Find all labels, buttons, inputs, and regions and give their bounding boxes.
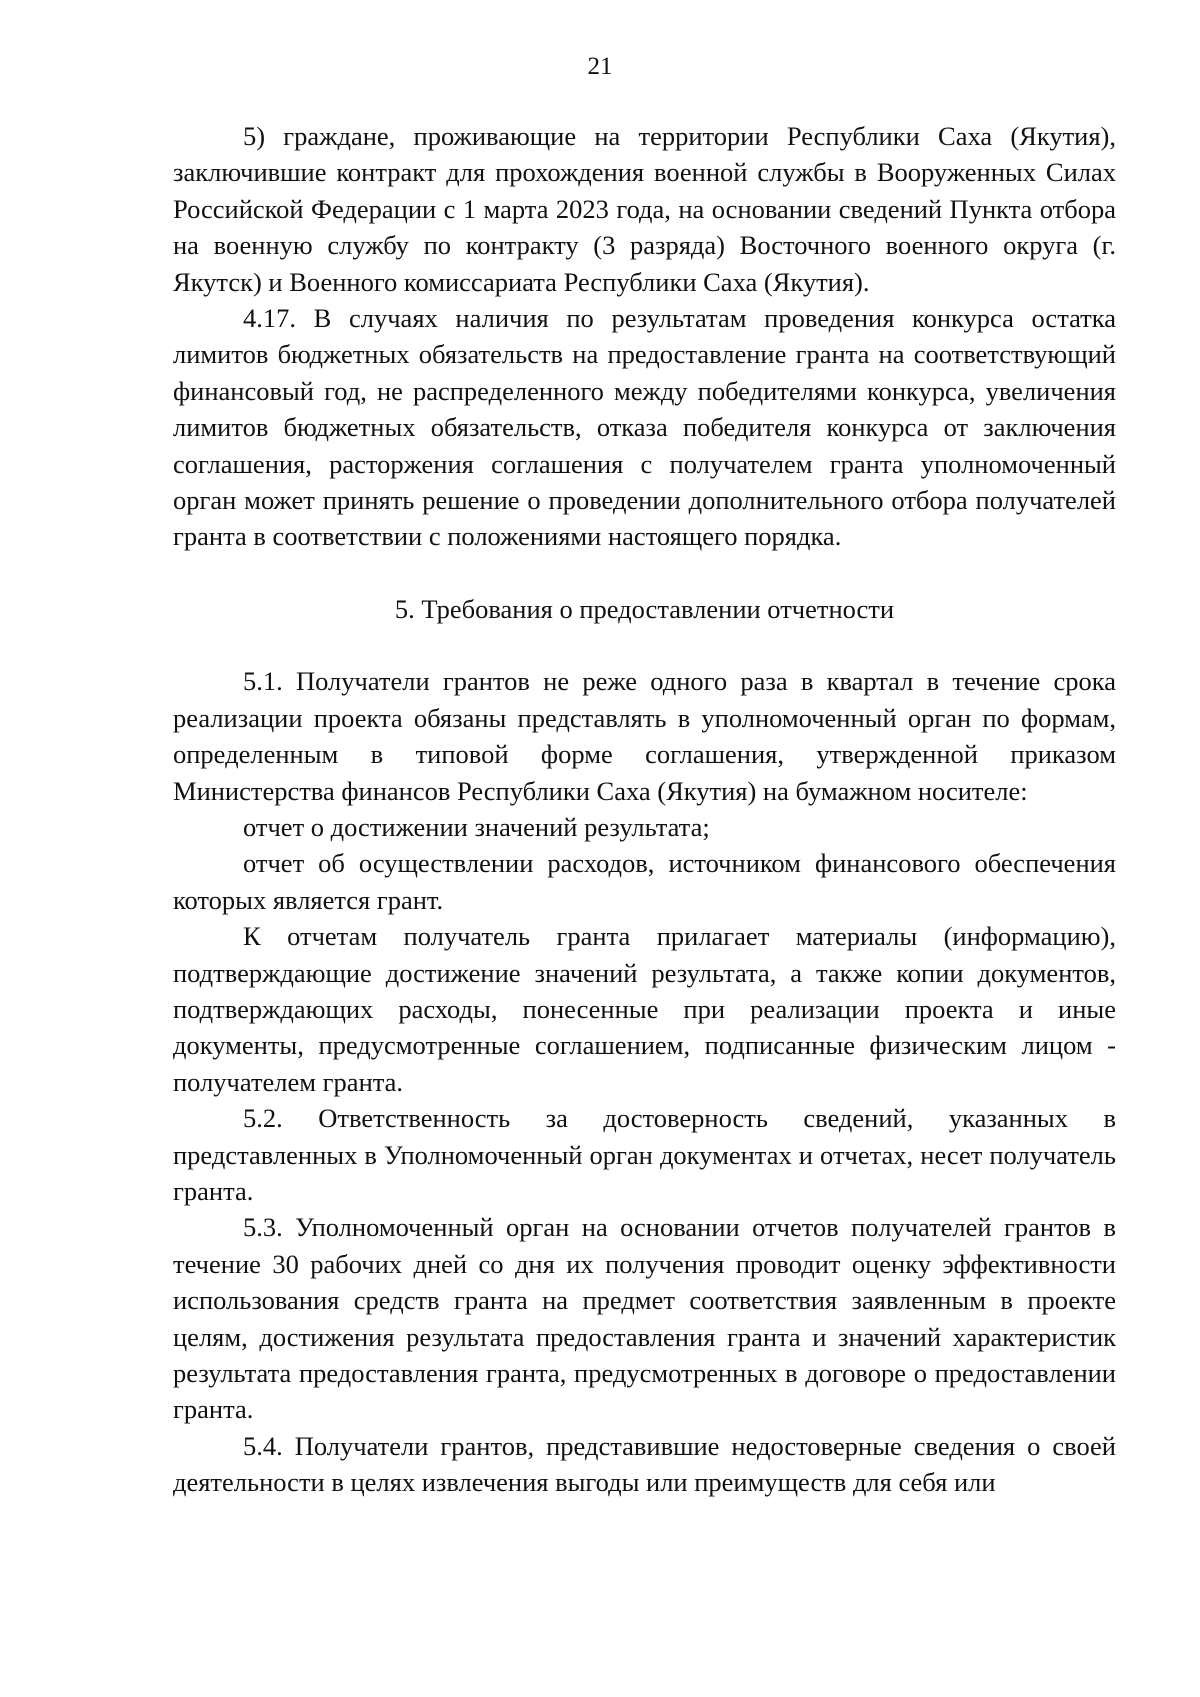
paragraph-5-4: 5.4. Получатели грантов, представившие недостоверные сведения о своей деятельности в целях извлечения выгоды или преимуществ для себя или	[173, 1430, 1116, 1498]
page-number: 21	[587, 53, 613, 80]
paragraph-item-5: 5) граждане, проживающие на территории Республики Саха (Якутия), заключившие контракт для прохождения военной службы в Вооруженных Силах Российской Федерации с 1 марта 2023 года, на основании сведений Пункта отбора на военную службу по контракту (3 разряда) Восточного военного округа (г. Якутск) и Военного комиссариата Республики Саха (Якутия).	[173, 121, 1116, 297]
section-heading: 5. Требования о предоставлении отчетности	[394, 593, 895, 624]
document-body	[173, 118, 1116, 1501]
paragraph-5-3: 5.3. Уполномоченный орган на основании отчетов получателей грантов в течение 30 рабочих дней со дня их получения проводит оценку эффективности использования средств гранта на предмет соответствия заявленным в проекте целям, достижения результата предоставления гранта и значений характеристик результата предоставления гранта, предусмотренных в договоре о предоставлении гранта.	[173, 1212, 1116, 1425]
report-item-expenses: отчет об осуществлении расходов, источником финансового обеспечения которых является грант.	[173, 848, 1116, 915]
report-item-results: отчет о достижении значений результата;	[243, 811, 710, 842]
paragraph-5-2: 5.2. Ответственность за достоверность сведений, указанных в представленных в Уполномоченный орган документах и отчетах, несет получатель гранта.	[173, 1103, 1116, 1206]
paragraph-4-17: 4.17. В случаях наличия по результатам проведения конкурса остатка лимитов бюджетных обязательств на предоставление гранта на соответствующий финансовый год, не распределенного между победителями конкурса, увеличения лимитов бюджетных обязательств, отказа победителя конкурса от заключения соглашения, расторжения соглашения с получателем гранта уполномоченный орган может принять решение о проведении дополнительного отбора получателей гранта в соответствии с положениями настоящего порядка.	[173, 303, 1116, 552]
paragraph-attachments: К отчетам получатель гранта прилагает материалы (информацию), подтверждающие достижение значений результата, а также копии документов, подтверждающих расходы, понесенные при реализации проекта и иные документы, предусмотренные соглашением, подписанные физическим лицом - получателем гранта.	[173, 921, 1116, 1097]
paragraph-5-1: 5.1. Получатели грантов не реже одного раза в квартал в течение срока реализации проекта обязаны представлять в уполномоченный орган по формам, определенным в типовой форме соглашения, утвержденной приказом Министерства финансов Республики Саха (Якутия) на бумажном носителе:	[173, 666, 1116, 806]
